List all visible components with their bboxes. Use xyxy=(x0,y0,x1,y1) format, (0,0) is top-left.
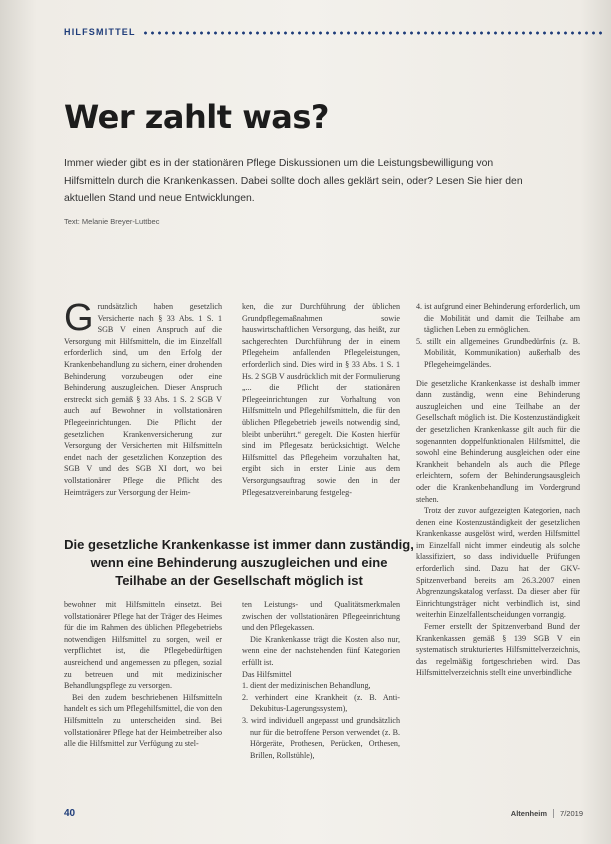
list-item: 4. ist aufgrund einer Behinderung erforderlich, um die Mobilität und damit die Teilhabe am täglichen Leben zu ermöglichen. xyxy=(416,302,580,335)
column-2-lower xyxy=(242,599,400,761)
page-number: 40 xyxy=(64,808,76,819)
paragraph: ten Leistungs- und Qualitätsmerkmalen zwischen der vollstationären Pflegeeinrichtung und den Pflegekassen. xyxy=(242,600,400,633)
list-item: 2. verhindert eine Krankheit (z. B. Anti-Dekubitus-Lagerungssystem), xyxy=(242,692,400,714)
category-list xyxy=(242,680,400,761)
list-item: 3. wird individuell angepasst und grundsätzlich nur für die betroffene Person verwendet (z. B. Hörgeräte, Prothesen, Perücken, Orthesen, Brillen, Rollstühle), xyxy=(242,715,400,760)
paragraph: bewohner mit Hilfsmitteln einsetzt. Bei vollstationärer Pflege hat der Träger des Heimes für die im Rahmen des üblichen Pflegebetriebs notwendigen Hilfsmittel zu sorgen, weil er verpflichtet ist, die Pflegebedürftigen ausreichend und angemessen zu pflegen, sozial zu betreuen und mit medizinischer Behandlungspflege zu versorgen. xyxy=(64,600,222,691)
rubric-dotted-rule xyxy=(142,31,604,35)
paragraph: Das Hilfsmittel xyxy=(242,669,292,679)
page-footer xyxy=(511,809,583,818)
article-lead: Immer wieder gibt es in der stationären Pflege Diskussionen um die Leistungsbewilligung von Hilfsmitteln durch die Krankenkassen. Dabei sollte doch alles geklärt sein, oder? Lesen Sie hier den aktuellen Stand und neue Entwicklungen. xyxy=(64,158,523,204)
paragraph: ken, die zur Durchführung der üblichen Grundpflegemaßnahmen sowie hauswirtschaftlichen Versorgung, das heißt, zur sachgerechten Durchführung der in einem Pflegeheim anfallenden Pflegeleistungen, erforderlich sind. Dies wird in § 33 Abs. 1 S. 1 Hs. 2 SGB V ausdrücklich mit der Formulierung „... die Pflicht der stationären Pflegeeinrichtungen zur Vorhaltung von Hilfsmitteln und Pflegehilfsmitteln, die für den üblichen Pflegebetrieb jeweils notwendig sind, bleibt unberührt.“ geregelt. Die Kosten hierfür sind im Pflegesatz berücksichtigt. Welche Hilfsmittel das Pflegeheim vorzuhalten hat, ergibt sich in erster Linie aus dem Versorgungsauftrag sowie den in der Pflegesatzvereinbarung festgeleg- xyxy=(242,302,400,497)
magazine-name: Altenheim xyxy=(510,809,548,818)
list-item: 5. stillt ein allgemeines Grundbedürfnis (z. B. Mobilität, Kommunikation) außerhalb des Pflegeheimgeländes. xyxy=(416,336,580,369)
pull-quote: Die gesetzliche Krankenkasse ist immer dann zuständig, wenn eine Behinderung auszugleichen und eine Teilhabe an der Gesellschaft möglich ist xyxy=(64,537,414,588)
list-item: 1. dient der medizinischen Behandlung, xyxy=(242,681,371,691)
issue-label: 7/2019 xyxy=(560,809,583,818)
rubric-label: HILFSMITTEL xyxy=(64,27,136,37)
article-byline: Text: Melanie Breyer-Luttbec xyxy=(64,217,160,226)
paragraph: Ferner erstellt der Spitzenverband Bund der Krankenkassen gemäß § 139 SGB V ein systematisch strukturiertes Hilfsmittelverzeichnis, das regelmäßig fortgeschrieben wird. Das Hilfsmittelverzeichnis stellt eine unverbindliche xyxy=(416,622,580,678)
section-rubric xyxy=(64,24,604,40)
article-title: Wer zahlt was? xyxy=(64,98,329,136)
column-3 xyxy=(416,301,580,679)
drop-cap: G xyxy=(64,297,94,339)
column-1-lower xyxy=(64,599,222,750)
column-2-upper xyxy=(242,301,400,498)
paragraph: Trotz der zuvor aufgezeigten Kategorien, nach denen eine Kostenzuständigkeit der gesetzlichen Krankenkasse ausgelöst wird, werden Hilfsmittel im Einzelfall nicht immer eindeutig als solche klassifiziert, so dass individuelle Prüfungen erforderlich sind. Dazu hat der GKV-Spitzenverband bereits am 26.3.2007 einen Abgrenzungskatalog verfasst. Da dieser aber für Einrichtungsträger nicht verbindlich ist, sind weiterhin Einzelfallentscheidungen vorrangig. xyxy=(416,506,580,620)
paragraph: Bei den zudem beschriebenen Hilfsmitteln handelt es sich um Pflegehilfsmittel, die von den Hilfsmitteln zu unterscheiden sind. Bei vollstationärer Pflege hat der Heimbetreiber also alle die Hilfsmittel zur Verfügung zu stel- xyxy=(64,692,222,749)
footer-divider xyxy=(553,809,554,818)
paragraph: Die gesetzliche Krankenkasse ist deshalb immer dann zuständig, wenn eine Behinderung auszugleichen und eine Teilhabe an der Gesellschaft möglich ist. Die Kostenzuständigkeit der gesetzlichen Krankenkasse gilt auch für die sogenannten doppelfunktionalen Hilfsmittel, die sowohl eine Behinderung ausgleichen oder eine Krankheit behandeln als auch die Pflege erleichtern, sofern der Behinderungsausgleich oder die Krankenbehandlung im Vordergrund stehen. xyxy=(416,378,580,504)
paragraph: Die Krankenkasse trägt die Kosten also nur, wenn eine der nachstehenden fünf Kategorien erfüllt ist. xyxy=(242,634,400,667)
category-list-continued xyxy=(416,301,580,371)
paragraph: rundsätzlich haben gesetzlich Versicherte nach § 33 Abs. 1 S. 1 SGB V einen Anspruch auf die Versorgung mit Hilfsmitteln, die im Einzelfall erforderlich sind, um den Erfolg der Krankenbehandlung zu sichern, einer drohenden Behinderung vorzubeugen oder eine Behinderung auszugleichen. Dieser Anspruch erstreckt sich gemäß § 33 Abs. 1 S. 2 SGB V auch auf Bewohner in vollstationären Pflegeeinrichtungen. Die Pflicht der gesetzlichen Krankenversicherung zur Versorgung der Versicherten mit Hilfsmitteln endet nach der gesetzlichen Konzeption des SGB V und des SGB XI dort, wo bei vollstationärer Pflege die Pflicht des Heimträgers zur Versorgung der Heim- xyxy=(64,302,222,497)
column-1-upper xyxy=(64,297,222,498)
